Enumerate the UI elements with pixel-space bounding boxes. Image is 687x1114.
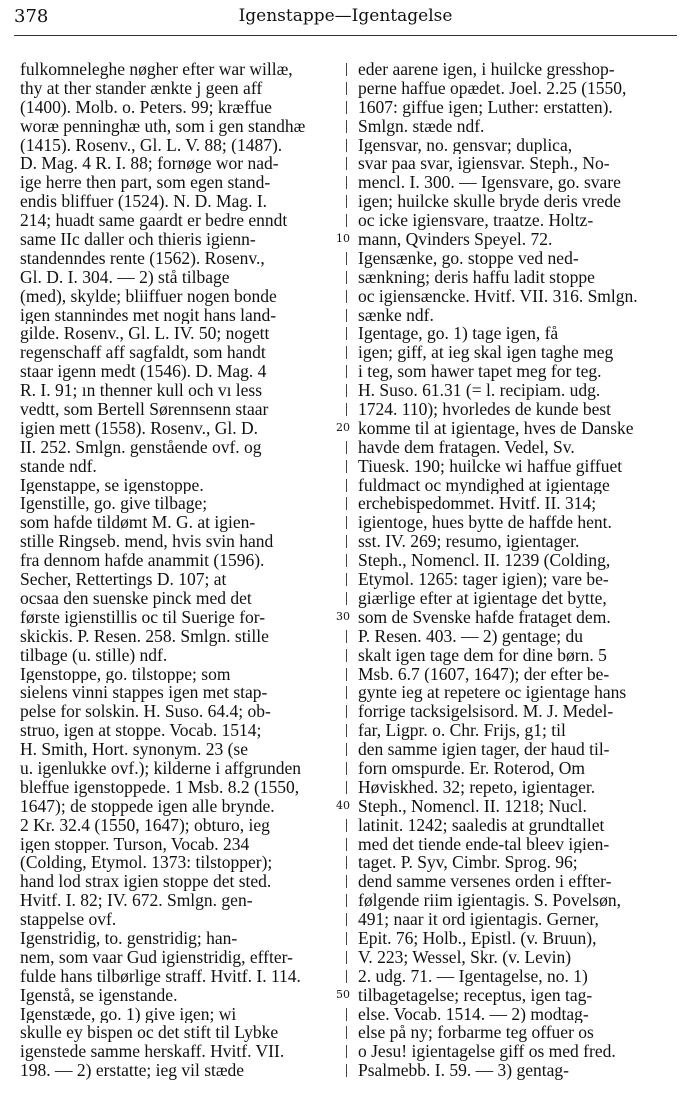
gutter-line (338, 154, 356, 173)
column-divider (346, 346, 347, 359)
text-line: fuldmact oc myndighed at igientage (358, 475, 610, 495)
text-line: u. igenlukke ovf.); kilderne i affgrunden (20, 758, 302, 778)
text-line: (1415). Rosenv., Gl. L. V. 88; (1487). (20, 135, 283, 155)
column-divider (346, 970, 347, 983)
running-head: Igenstappe—Igentagelse (238, 6, 453, 26)
text-line: Steph., Nomencl. II. 1239 (Colding, (358, 551, 611, 571)
gutter-line (338, 589, 356, 608)
gutter-line (338, 287, 356, 306)
gutter-line (338, 513, 356, 532)
column-divider (346, 668, 347, 681)
text-line: regenschaff aff sagfaldt, som handt (20, 343, 266, 363)
gutter-line (338, 702, 356, 721)
text-line: igenstede samme herskaff. Hvitf. VII. (20, 1042, 285, 1062)
text-line: ocsaa den suenske pinck med det (20, 588, 252, 608)
gutter-line (338, 646, 356, 665)
text-line: nem, som vaar Gud igienstridig, effter- (20, 947, 293, 967)
line-number: 50 (336, 987, 350, 1001)
text-line: igen; huilcke skulle bryde deris vrede (358, 192, 621, 212)
gutter-line (338, 98, 356, 117)
gutter-line (338, 1023, 356, 1042)
column-divider (346, 724, 347, 737)
text-line: ige herre then part, som egen stand- (20, 173, 271, 193)
text-line: vedtt, som Bertell Sørennsenn staar (20, 400, 269, 419)
text-line: 2. udg. 71. — Igentagelse, no. 1) (358, 966, 588, 986)
gutter-line (338, 835, 356, 854)
gutter-line (338, 891, 356, 910)
column-divider (346, 913, 347, 926)
column-divider (346, 63, 347, 76)
text-line: else. Vocab. 1514. — 2) modtag- (358, 1004, 589, 1024)
column-divider (346, 309, 347, 322)
gutter-line (338, 872, 356, 891)
column-divider (346, 592, 347, 605)
text-line: Gl. D. I. 304. — 2) stå tilbage (20, 267, 230, 287)
gutter-line (338, 249, 356, 268)
gutter-line (338, 381, 356, 400)
text-line: som hafde tildømt M. G. at igien- (20, 513, 256, 533)
text-line: o Jesu! igientagelse giff os med fred. (358, 1042, 616, 1062)
text-line: H. Smith, Hort. synonym. 23 (se (20, 740, 248, 759)
text-line: Hvitf. I. 82; IV. 672. Smlgn. gen- (20, 891, 253, 911)
gutter-line (338, 400, 356, 419)
gutter-line (338, 117, 356, 136)
text-line: med det tiende ende-tal bleev igien- (358, 834, 610, 854)
text-line: latinit. 1242; saaledis at grundtallet (358, 815, 605, 835)
line-number: 20 (336, 420, 350, 434)
text-line: forrige tacksigelsisord. M. J. Medel- (358, 702, 614, 722)
text-line: taget. P. Syv, Cimbr. Sprog. 96; (358, 853, 578, 873)
gutter-line (338, 986, 356, 1005)
text-line: mann, Qvinders Speyel. 72. (358, 230, 553, 249)
text-line: dend samme versenes orden i effter- (358, 872, 612, 892)
text-line: Igentage, go. 1) tage igen, få (358, 324, 559, 344)
page-header (14, 6, 677, 32)
text-line: Secher, Rettertings D. 107; at (20, 570, 227, 589)
gutter-line (338, 1005, 356, 1024)
text-line: staar igenn medt (1546). D. Mag. 4 (20, 362, 267, 382)
text-line: V. 223; Wessel, Skr. (v. Levin) (358, 947, 572, 967)
text-line: 214; huadt same gaardt er bedre enndt (20, 211, 288, 231)
text-line: 1724. 110); hvorledes de kunde best (358, 400, 612, 419)
column-divider (346, 819, 347, 832)
column-divider (346, 516, 347, 529)
text-line: første igienstillis oc til Suerige for- (20, 607, 266, 627)
column-divider (346, 365, 347, 378)
text-line: woræ penninghæ uth, som i gen standhæ (20, 116, 306, 136)
column-divider (346, 176, 347, 189)
gutter-line (338, 967, 356, 986)
text-line: Igenstappe, se igenstoppe. (20, 475, 204, 495)
column-divider (346, 441, 347, 454)
gutter-line (338, 665, 356, 684)
gutter-line (338, 494, 356, 513)
text-line: fra dennom hafde anammit (1596). (20, 551, 265, 571)
column-divider (346, 554, 347, 567)
text-line: bleffue igenstoppede. 1 Msb. 8.2 (1550, (20, 777, 300, 797)
text-line: hand lod strax igien stoppe det sted. (20, 872, 272, 892)
line-number: 40 (336, 798, 350, 812)
text-line: 1607: giffue igen; Luther: erstatten). (358, 97, 613, 117)
gutter-line (338, 778, 356, 797)
gutter-line (338, 759, 356, 778)
column-divider (346, 762, 347, 775)
gutter-line (338, 268, 356, 287)
text-line: gynte ieg at repetere oc igientage hans (358, 683, 627, 703)
column-divider (346, 573, 347, 586)
text-line: oc igiensæncke. Hvitf. VII. 316. Smlgn. (358, 286, 638, 306)
text-line: stande ndf. (20, 456, 97, 476)
text-line: fulkomneleghe nøgher efter war willæ, (20, 60, 293, 79)
text-line: 491; naar it ord igientagis. Gerner, (358, 910, 599, 929)
text-line: skulle ey bispen oc det stift til Lybke (20, 1023, 279, 1043)
gutter-line (338, 438, 356, 457)
text-line: gilde. Rosenv., Gl. L. IV. 50; nogett (20, 324, 270, 344)
column-divider (346, 875, 347, 888)
column-divider (346, 705, 347, 718)
text-line: svar paa svar, igiensvar. Steph., No- (358, 154, 610, 174)
text-line: same IIc daller och thieris igienn- (20, 230, 256, 249)
text-line: Smlgn. stæde ndf. (358, 116, 485, 136)
column-divider (346, 479, 347, 492)
column-divider (346, 157, 347, 170)
gutter-line (338, 324, 356, 343)
column-divider (346, 252, 347, 265)
text-line: Igensænke, go. stoppe ved ned- (358, 248, 579, 268)
text-line: 1647); de stoppede igen alle brynde. (20, 796, 275, 816)
text-line: igen; giff, at ieg skal igen taghe meg (358, 343, 614, 363)
text-line: P. Resen. 403. — 2) gentage; du (358, 626, 584, 646)
text-line: den samme igien tager, der haud til- (358, 740, 610, 759)
column-divider (346, 649, 347, 662)
column-divider (346, 781, 347, 794)
text-line: endis bliffuer (1524). N. D. Mag. I. (20, 192, 268, 212)
text-line: Igenstridig, to. genstridig; han- (20, 928, 238, 948)
text-line: else på ny; forbarme teg offuer os (358, 1023, 594, 1043)
column-divider (346, 271, 347, 284)
gutter-line (338, 532, 356, 551)
column-divider (346, 290, 347, 303)
gutter-line (338, 173, 356, 192)
column-divider (346, 951, 347, 964)
gutter-line (338, 476, 356, 495)
text-line: Epit. 76; Holb., Epistl. (v. Bruun), (358, 928, 597, 948)
gutter-line (338, 60, 356, 79)
text-line: R. I. 91; ın thenner kull och vı less (20, 381, 263, 401)
text-line: (1400). Molb. o. Peters. 99; kræffue (20, 97, 272, 117)
text-line: sst. IV. 269; resumo, igientager. (358, 532, 580, 552)
text-line: igientoge, hues bytte de haffde hent. (358, 513, 612, 533)
text-line: D. Mag. 4 R. I. 88; fornøge wor nad- (20, 154, 279, 174)
text-line: sænkning; deris haffu ladit stoppe (358, 267, 595, 287)
left-column (20, 60, 334, 1080)
text-line: sænke ndf. (358, 305, 434, 325)
column-divider (346, 384, 347, 397)
gutter-line (338, 740, 356, 759)
column-divider (346, 1045, 347, 1058)
gutter-line (338, 948, 356, 967)
text-line: thy at ther stander ænkte j geen aff (20, 78, 263, 98)
text-line: som de Svenske hafde frataget dem. (358, 607, 611, 627)
column-divider (346, 214, 347, 227)
column-divider (346, 1026, 347, 1039)
text-line: komme til at igientage, hves de Danske (358, 418, 634, 438)
column-divider (346, 327, 347, 340)
gutter-line (338, 910, 356, 929)
gutter-line (338, 457, 356, 476)
column-divider (346, 460, 347, 473)
text-line: Igenstille, go. give tilbage; (20, 494, 208, 514)
text-line: perne haffue opædet. Joel. 2.25 (1550, (358, 78, 627, 98)
text-line: tilbage (u. stille) ndf. (20, 645, 168, 665)
column-divider (346, 1008, 347, 1021)
column-divider (346, 195, 347, 208)
gutter-line (338, 570, 356, 589)
gutter-line (338, 1042, 356, 1061)
column-divider (346, 894, 347, 907)
text-line: stappelse ovf. (20, 910, 117, 929)
text-line: pelse for solskin. H. Suso. 64.4; ob- (20, 702, 271, 722)
gutter-line (338, 230, 356, 249)
text-line: mencl. I. 300. — Igensvare, go. svare (358, 173, 621, 193)
gutter-line (338, 1061, 356, 1080)
gutter-line (338, 192, 356, 211)
text-line: 2 Kr. 32.4 (1550, 1647); obturo, ieg (20, 815, 270, 835)
page-number: 378 (14, 6, 49, 27)
text-line: (Colding, Etymol. 1373: tilstopper); (20, 853, 273, 873)
text-line: Psalmebb. I. 59. — 3) gentag- (358, 1061, 569, 1081)
text-line: igen stopper. Turson, Vocab. 234 (20, 834, 250, 854)
column-divider (346, 139, 347, 152)
text-line: skalt igen tage dem for dine børn. 5 (358, 645, 607, 665)
text-line: Igensvar, no. gensvar; duplica, (358, 135, 573, 155)
text-line: Igenstoppe, go. tilstoppe; som (20, 664, 231, 684)
text-line: Etymol. 1265: tager igien); vare be- (358, 570, 609, 589)
column-divider (346, 1064, 347, 1077)
text-line: II. 252. Smlgn. genstående ovf. og (20, 437, 262, 457)
header-rule (14, 35, 677, 36)
column-divider (346, 630, 347, 643)
gutter-line (338, 608, 356, 627)
gutter-line (338, 816, 356, 835)
text-line: tilbagetagelse; receptus, igen tag- (358, 985, 593, 1005)
gutter-line (338, 551, 356, 570)
text-line: (med), skylde; bliiffuer nogen bonde (20, 286, 277, 306)
gutter-line (338, 343, 356, 362)
text-line: far, Ligpr. o. Chr. Frijs, g1; til (358, 721, 566, 741)
text-line: stille Ringseb. mend, hvis svin hand (20, 532, 274, 552)
text-line: Steph., Nomencl. II. 1218; Nucl. (358, 796, 587, 816)
gutter-line (338, 79, 356, 98)
column-divider (346, 120, 347, 133)
right-column (358, 60, 670, 1080)
gutter-line (338, 362, 356, 381)
column-divider (346, 101, 347, 114)
gutter-line (338, 721, 356, 740)
gutter-line (338, 627, 356, 646)
text-line: Høviskhed. 32; repeto, igientager. (358, 777, 596, 797)
text-line: fulde hans tilbørlige straff. Hvitf. I. 114. (20, 966, 301, 986)
gutter-line (338, 211, 356, 230)
text-line: H. Suso. 61.31 (= l. recipiam. udg. (358, 381, 601, 401)
line-number: 30 (336, 609, 350, 623)
gutter-line (338, 419, 356, 438)
text-line: sielens vinni stappes igen met stap- (20, 683, 268, 703)
text-line: igien mett (1558). Rosenv., Gl. D. (20, 418, 259, 438)
column-divider (346, 932, 347, 945)
text-line: erchebispedommet. Hvitf. II. 314; (358, 494, 597, 514)
text-line: 198. — 2) erstatte; ieg vil stæde (20, 1061, 245, 1081)
column-divider (346, 856, 347, 869)
text-line: havde dem fratagen. Vedel, Sv. (358, 437, 575, 457)
gutter-line (338, 797, 356, 816)
text-line: igen stannindes met nogit hans land- (20, 305, 277, 325)
column-divider (346, 838, 347, 851)
column-divider (346, 743, 347, 756)
text-line: i teg, som hawer tapet meg for teg. (358, 362, 602, 382)
text-line: forn omspurde. Er. Roterod, Om (358, 758, 585, 778)
text-line: oc icke igiensvare, traatze. Holtz- (358, 211, 594, 231)
gutter-line (338, 853, 356, 872)
gutter-line (338, 136, 356, 155)
text-line: giærlige efter at igientage det bytte, (358, 588, 607, 608)
text-line: eder aarene igen, i huilcke gresshop- (358, 60, 615, 79)
text-line: skickis. P. Resen. 258. Smlgn. stille (20, 626, 269, 646)
text-line: Igenstå, se igenstande. (20, 985, 178, 1005)
column-divider (346, 497, 347, 510)
column-divider (346, 535, 347, 548)
text-line: standenndes rente (1562). Rosenv., (20, 248, 265, 268)
text-line: Igenstæde, go. 1) give igen; wi (20, 1004, 237, 1024)
column-divider (346, 403, 347, 416)
column-divider (346, 82, 347, 95)
text-line: struo, igen at stoppe. Vocab. 1514; (20, 721, 262, 741)
text-line: Msb. 6.7 (1607, 1647); der efter be- (358, 664, 610, 684)
text-line: Tiuesk. 190; huilcke wi haffue giffuet (358, 456, 623, 476)
gutter-line (338, 929, 356, 948)
gutter-line (338, 306, 356, 325)
line-number-gutter (338, 60, 356, 1080)
line-number: 10 (336, 232, 350, 246)
gutter-line (338, 683, 356, 702)
column-divider (346, 686, 347, 699)
text-line: følgende riim igientagis. S. Povelsøn, (358, 891, 621, 911)
